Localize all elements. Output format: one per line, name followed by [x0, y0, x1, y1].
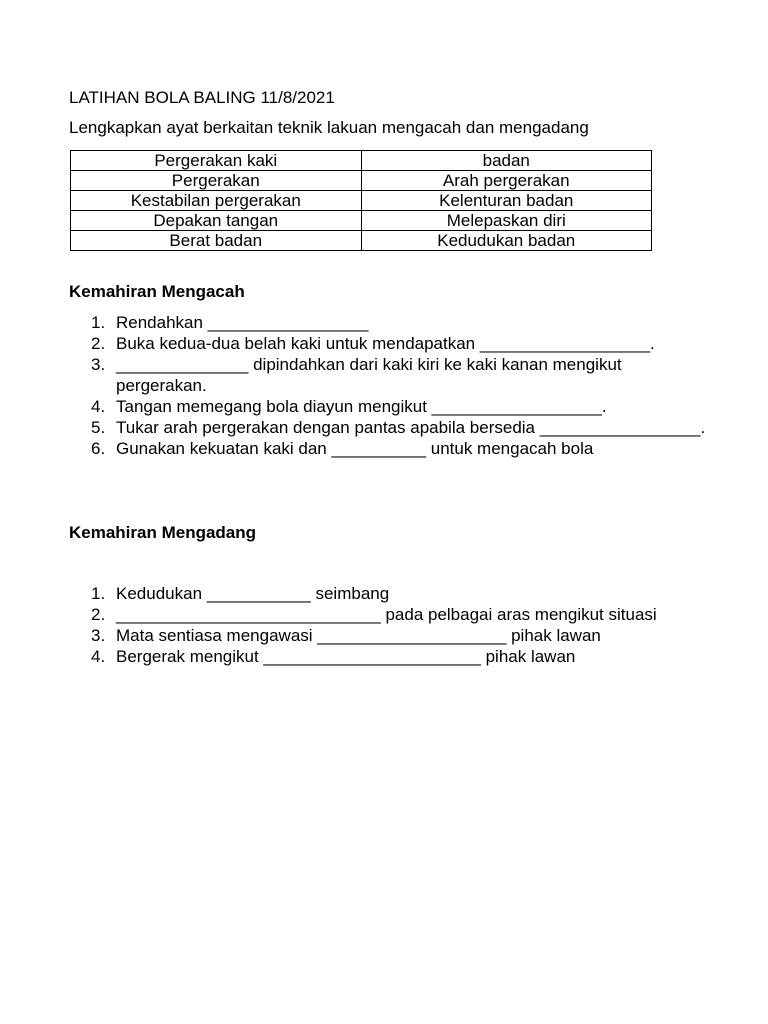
question-list-mengacah [69, 312, 709, 459]
list-item [69, 312, 709, 333]
table-cell: Arah pergerakan [361, 171, 652, 191]
table-cell: Pergerakan kaki [71, 151, 362, 171]
list-item [69, 625, 709, 646]
item-number: 2. [91, 334, 106, 353]
table-cell: Depakan tangan [71, 211, 362, 231]
list-item [69, 354, 709, 396]
item-number: 5. [91, 418, 106, 437]
table-row [71, 171, 652, 191]
item-number: 3. [91, 626, 106, 645]
item-number: 1. [91, 313, 106, 332]
question-list-mengadang [69, 583, 709, 667]
item-text: Rendahkan _________________ [116, 313, 369, 332]
item-text: Buka kedua-dua belah kaki untuk mendapatkan __________________. [116, 334, 655, 353]
list-item [69, 583, 709, 604]
item-text: ______________ dipindahkan dari kaki kiri ke kaki kanan mengikut pergerakan. [116, 355, 622, 395]
page-title: LATIHAN BOLA BALING 11/8/2021 [69, 88, 335, 107]
table-cell: Kedudukan badan [361, 231, 652, 251]
list-item [69, 333, 709, 354]
instruction-text: Lengkapkan ayat berkaitan teknik lakuan mengacah dan mengadang [69, 118, 589, 137]
item-number: 3. [91, 355, 106, 374]
item-text: Kedudukan ___________ seimbang [116, 584, 390, 603]
list-item [69, 646, 709, 667]
item-number: 6. [91, 439, 106, 458]
item-text: Bergerak mengikut _______________________ pihak lawan [116, 647, 576, 666]
item-text: ____________________________ pada pelbagai aras mengikut situasi [116, 605, 657, 624]
list-item [69, 604, 709, 625]
table-cell: Kestabilan pergerakan [71, 191, 362, 211]
item-number: 2. [91, 605, 106, 624]
item-number: 4. [91, 397, 106, 416]
list-item [69, 417, 709, 438]
item-text: Tukar arah pergerakan dengan pantas apabila bersedia _________________. [116, 418, 706, 437]
table-cell: Melepaskan diri [361, 211, 652, 231]
table-cell: Pergerakan [71, 171, 362, 191]
table-row [71, 211, 652, 231]
word-bank-table [70, 150, 652, 251]
section-heading-mengadang: Kemahiran Mengadang [69, 523, 257, 542]
list-item [69, 438, 709, 459]
item-number: 1. [91, 584, 106, 603]
item-number: 4. [91, 647, 106, 666]
item-text: Mata sentiasa mengawasi ____________________ pihak lawan [116, 626, 601, 645]
table-row [71, 191, 652, 211]
list-item [69, 396, 709, 417]
item-text: Tangan memegang bola diayun mengikut __________________. [116, 397, 607, 416]
table-row [71, 231, 652, 251]
table-cell: badan [361, 151, 652, 171]
section-heading-mengacah: Kemahiran Mengacah [69, 282, 245, 301]
table-row [71, 151, 652, 171]
item-text: Gunakan kekuatan kaki dan __________ untuk mengacah bola [116, 439, 594, 458]
table-cell: Kelenturan badan [361, 191, 652, 211]
table-cell: Berat badan [71, 231, 362, 251]
